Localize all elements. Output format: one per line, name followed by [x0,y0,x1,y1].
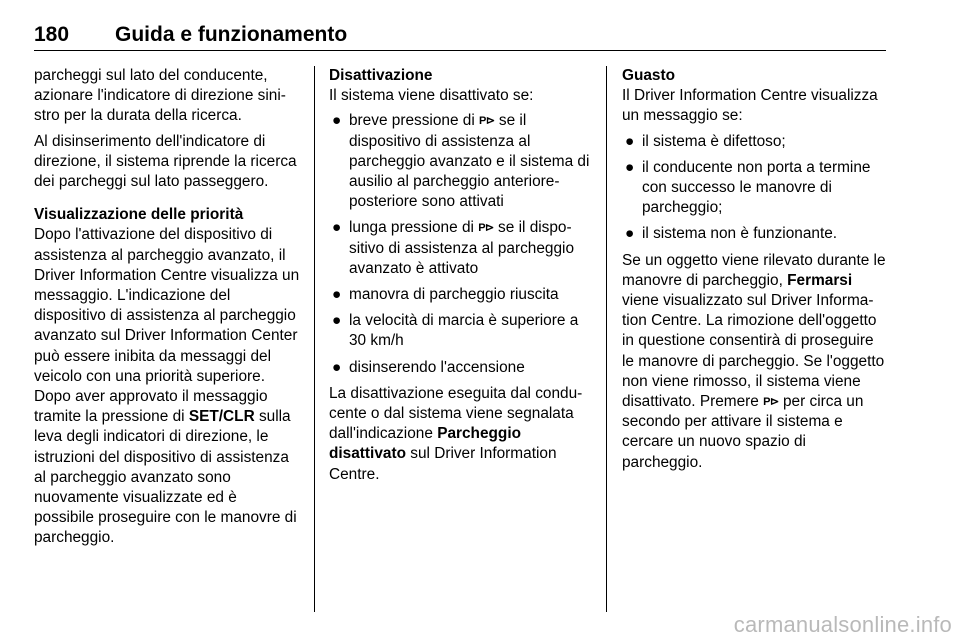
park-assist-icon: P⊳ [479,115,495,128]
page-header [34,22,886,51]
list-item: ● breve pressione di P⊳ se il dispositivo di assistenza al parcheggio avanzato e il sistema di ausilio al parcheggio anteriore-posteriore sono attivati [332,112,590,211]
section-heading-priority: Visualizzazione delle priorità [34,206,244,224]
column-2 [329,66,591,490]
column-3 [622,66,886,478]
list-item: ● lunga pressione di P⊳ se il dispositivo di assistenza al parcheggio avanzato è attivato [332,219,574,277]
park-assist-icon: P⊳ [763,396,779,409]
column-divider [606,66,607,612]
paragraph: La disattivazione eseguita dal conducente o dal sistema viene segnalata dall'indicazione Parcheggio disattivato sul Driver Information Centre. [329,384,583,483]
page-number: 180 [34,23,70,46]
parking-deactivated-label: Parcheggio disattivato [329,425,522,463]
list-item: ● il sistema non è funzionante. [625,225,838,243]
section-heading-fault: Guasto [622,67,676,84]
park-assist-icon: P⊳ [478,222,494,235]
deactivation-list [329,111,591,377]
set-clr-label: SET/CLR [188,408,255,426]
paragraph: Se un oggetto viene rilevato durante le manovre di parcheggio, Fermarsi viene visualizzato sul Driver Information Centre. La rimozione dell'oggetto in questione consentirà di proseguire le manovre di parcheggio. Se l'oggetto non viene rimosso, il sistema viene disattivato. Premere P⊳ per circa un secondo per attivare il sistema e cercare un nuovo spazio di parcheggio. [622,251,886,471]
list-item: ● il sistema è difettoso; [625,132,786,150]
section-heading-deactivation: Disattivazione [329,67,433,84]
fault-list [622,132,886,245]
column-1 [34,66,300,554]
column-divider [314,66,315,612]
stop-label: Fermarsi [787,271,853,289]
chapter-title: Guida e funzionamento [115,23,348,46]
paragraph: Il Driver Information Centre visualizza un messaggio se: [622,87,878,125]
watermark: carmanualsonline.info [733,612,952,637]
list-item: ● disinserendo l'accensione [332,358,525,376]
list-item: ● il conducente non porta a termine con successo le manovre di parcheggio; [625,158,871,217]
paragraph: Il sistema viene disattivato se: [329,87,534,105]
paragraph: Dopo l'attivazione del dispositivo di assistenza al parcheggio avanzato, il Driver Information Centre visualizza un messaggio. L'indicazione del dispositivo di assistenza al parcheggio avanzato sul Driver Information Center può essere inibita da messaggi del veicolo con una priorità superiore. Dopo aver approvato il messaggio tramite la pressione di SET/CLR sulla leva degli indicatori di direzione, le istruzioni del dispositivo di assistenza al parcheggio avanzato sono nuovamente visualizzate ed è possibile proseguire con le manovre di parcheggio. [34,226,300,547]
paragraph: Al disinserimento dell'indicatore di direzione, il sistema riprende la ricerca dei parcheggi sul lato passeggero. [34,132,297,191]
list-item: ● manovra di parcheggio riuscita [332,286,559,304]
paragraph: parcheggi sul lato del conducente, azionare l'indicatore di direzione sinistro per la durata della ricerca. [34,67,286,125]
list-item: ● la velocità di marcia è superiore a 30 km/h [332,312,579,350]
